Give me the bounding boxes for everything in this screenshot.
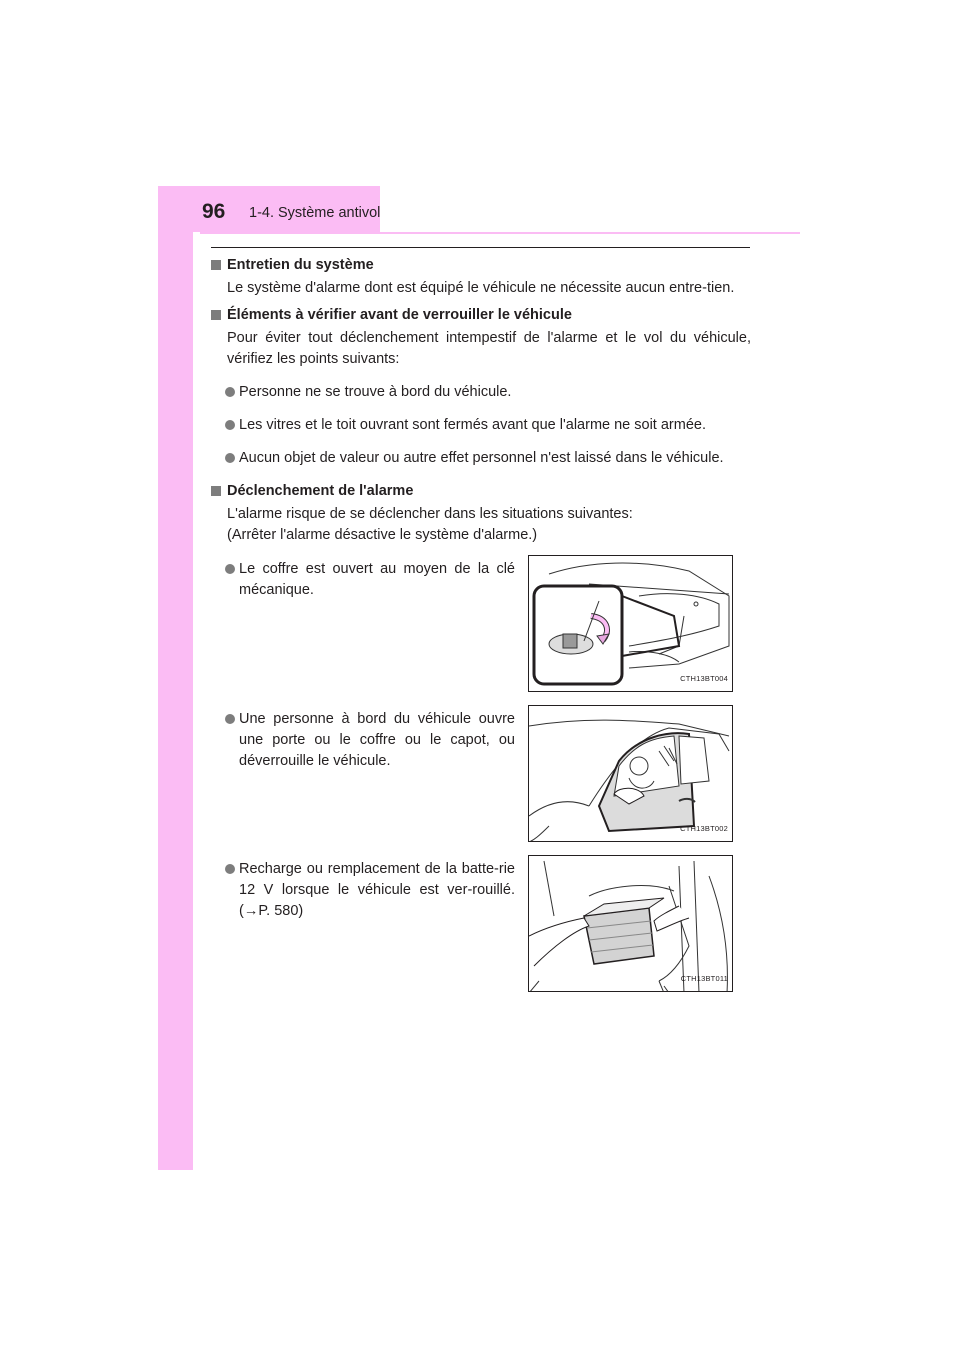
header-spacer	[380, 186, 800, 232]
figure-code: CTH13BT002	[680, 824, 728, 833]
side-color-band	[158, 186, 193, 1170]
circle-bullet-icon	[225, 864, 235, 874]
figure-code: CTH13BT011	[680, 974, 728, 983]
figure-row-door	[211, 697, 751, 847]
circle-bullet-icon	[225, 420, 235, 430]
heading-declenchement: Déclenchement de l'alarme	[211, 481, 751, 502]
page-content	[211, 255, 751, 997]
square-bullet-icon	[211, 260, 221, 270]
paragraph-declenchement-2: (Arrêter l'alarme désactive le système d'alarme.)	[227, 527, 538, 543]
circle-bullet-icon	[225, 453, 235, 463]
content-rule	[211, 247, 750, 248]
list-item: Une personne à bord du véhicule ouvre une porte ou le coffre ou le capot, ou déverrouille le véhicule.	[211, 697, 515, 772]
square-bullet-icon	[211, 486, 221, 496]
circle-bullet-icon	[225, 564, 235, 574]
list-item: Les vitres et le toit ouvrant sont fermés avant que l'alarme ne soit armée.	[211, 415, 751, 436]
heading-entretien: Entretien du système	[211, 255, 751, 276]
figure-row-trunk	[211, 547, 751, 697]
circle-bullet-icon	[225, 714, 235, 724]
heading-elements: Éléments à vérifier avant de verrouiller le véhicule	[211, 305, 751, 326]
list-item: Le coffre est ouvert au moyen de la clé mécanique.	[211, 547, 515, 601]
header-rule	[200, 232, 800, 234]
section-title: 1-4. Système antivol	[249, 205, 381, 221]
paragraph-entretien: Le système d'alarme dont est équipé le véhicule ne nécessite aucun entre-tien.	[227, 280, 735, 296]
figure-code: CTH13BT004	[680, 674, 728, 683]
figure-row-battery	[211, 847, 751, 997]
door-illustration	[528, 705, 733, 842]
battery-illustration	[528, 855, 733, 992]
list-item: Personne ne se trouve à bord du véhicule.	[211, 382, 751, 403]
list-item: Aucun objet de valeur ou autre effet personnel n'est laissé dans le véhicule.	[211, 448, 751, 469]
circle-bullet-icon	[225, 387, 235, 397]
paragraph-elements: Pour éviter tout déclenchement intempestif de l'alarme et le vol du véhicule, vérifiez les points suivants:	[227, 330, 751, 367]
page-number: 96	[202, 200, 226, 223]
paragraph-declenchement-1: L'alarme risque de se déclencher dans les situations suivantes:	[227, 506, 633, 522]
trunk-key-illustration	[528, 555, 733, 692]
list-item: Recharge ou remplacement de la batte-rie 12 V lorsque le véhicule est ver-rouillé. (→P. 580)	[211, 847, 515, 922]
square-bullet-icon	[211, 310, 221, 320]
